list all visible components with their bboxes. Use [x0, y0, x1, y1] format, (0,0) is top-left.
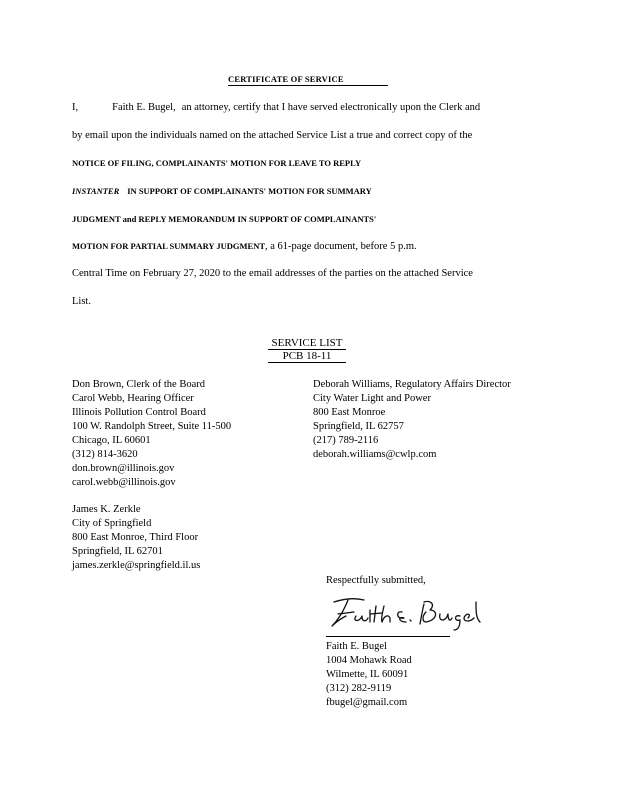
instanter-word: INSTANTER: [72, 186, 120, 196]
springfield-street: 800 East Monroe, Third Floor: [72, 532, 199, 543]
cwlp-contact: Deborah Williams, Regulatory Affairs Director: [313, 379, 511, 390]
board-street: 100 W. Randolph Street, Suite 11-500: [72, 421, 232, 432]
board-clerk: Don Brown, Clerk of the Board: [72, 379, 205, 390]
body-line-7: Central Time on February 27, 2020 to the email addresses of the parties on the attached Service: [72, 268, 473, 279]
board-email-2: carol.webb@illinois.gov: [72, 477, 176, 488]
body-line-6-rest: , a 61-page document, before 5 p.m.: [265, 241, 417, 252]
signer-city: Wilmette, IL 60091: [326, 669, 409, 680]
body-line-4: [72, 186, 372, 196]
board-phone: (312) 814-3620: [72, 449, 138, 460]
document-title: CERTIFICATE OF SERVICE: [228, 74, 388, 86]
service-party-springfield: [72, 503, 200, 573]
cwlp-street: 800 East Monroe: [313, 407, 386, 418]
closing-text: Respectfully submitted,: [326, 575, 426, 586]
service-list-case-number: PCB 18-11: [268, 350, 346, 363]
body-line-1: [72, 102, 480, 113]
body-line-1-pre: I,: [72, 102, 79, 113]
springfield-email: james.zerkle@springfield.il.us: [72, 560, 201, 571]
board-name: Illinois Pollution Control Board: [72, 407, 206, 418]
body-line-2: by email upon the individuals named on the attached Service List a true and correct copy of the: [72, 130, 473, 141]
cwlp-phone: (217) 789-2116: [313, 435, 379, 446]
body-line-5: JUDGMENT and REPLY MEMORANDUM IN SUPPORT OF COMPLAINANTS': [72, 214, 377, 224]
signer-phone: (312) 282-9119: [326, 683, 392, 694]
cwlp-email: deborah.williams@cwlp.com: [313, 449, 437, 460]
signer-block: [326, 640, 412, 710]
body-line-4-rest: IN SUPPORT OF COMPLAINANTS' MOTION FOR SUMMARY: [127, 186, 372, 196]
service-party-cwlp: [313, 378, 511, 462]
board-city: Chicago, IL 60601: [72, 435, 151, 446]
body-line-6: [72, 241, 417, 252]
signer-name-inline: Faith E. Bugel,: [112, 102, 176, 113]
handwritten-signature: [326, 592, 486, 634]
signer-name: Faith E. Bugel: [326, 641, 387, 652]
signature-line: [326, 636, 450, 637]
springfield-org: City of Springfield: [72, 518, 152, 529]
signer-street: 1004 Mohawk Road: [326, 655, 412, 666]
springfield-contact: James K. Zerkle: [72, 504, 141, 515]
signer-email: fbugel@gmail.com: [326, 697, 408, 708]
body-line-3: NOTICE OF FILING, COMPLAINANTS' MOTION FOR LEAVE TO REPLY: [72, 158, 362, 168]
motion-title: MOTION FOR PARTIAL SUMMARY JUDGMENT: [72, 241, 266, 251]
board-hearing-officer: Carol Webb, Hearing Officer: [72, 393, 194, 404]
body-line-1-rest: an attorney, certify that I have served electronically upon the Clerk and: [181, 102, 481, 113]
service-list-title: SERVICE LIST: [268, 337, 346, 350]
springfield-city: Springfield, IL 62701: [72, 546, 163, 557]
cwlp-city: Springfield, IL 62757: [313, 421, 404, 432]
cwlp-org: City Water Light and Power: [313, 393, 431, 404]
body-line-8: List.: [72, 296, 91, 307]
service-party-board: [72, 378, 231, 490]
board-email-1: don.brown@illinois.gov: [72, 463, 175, 474]
